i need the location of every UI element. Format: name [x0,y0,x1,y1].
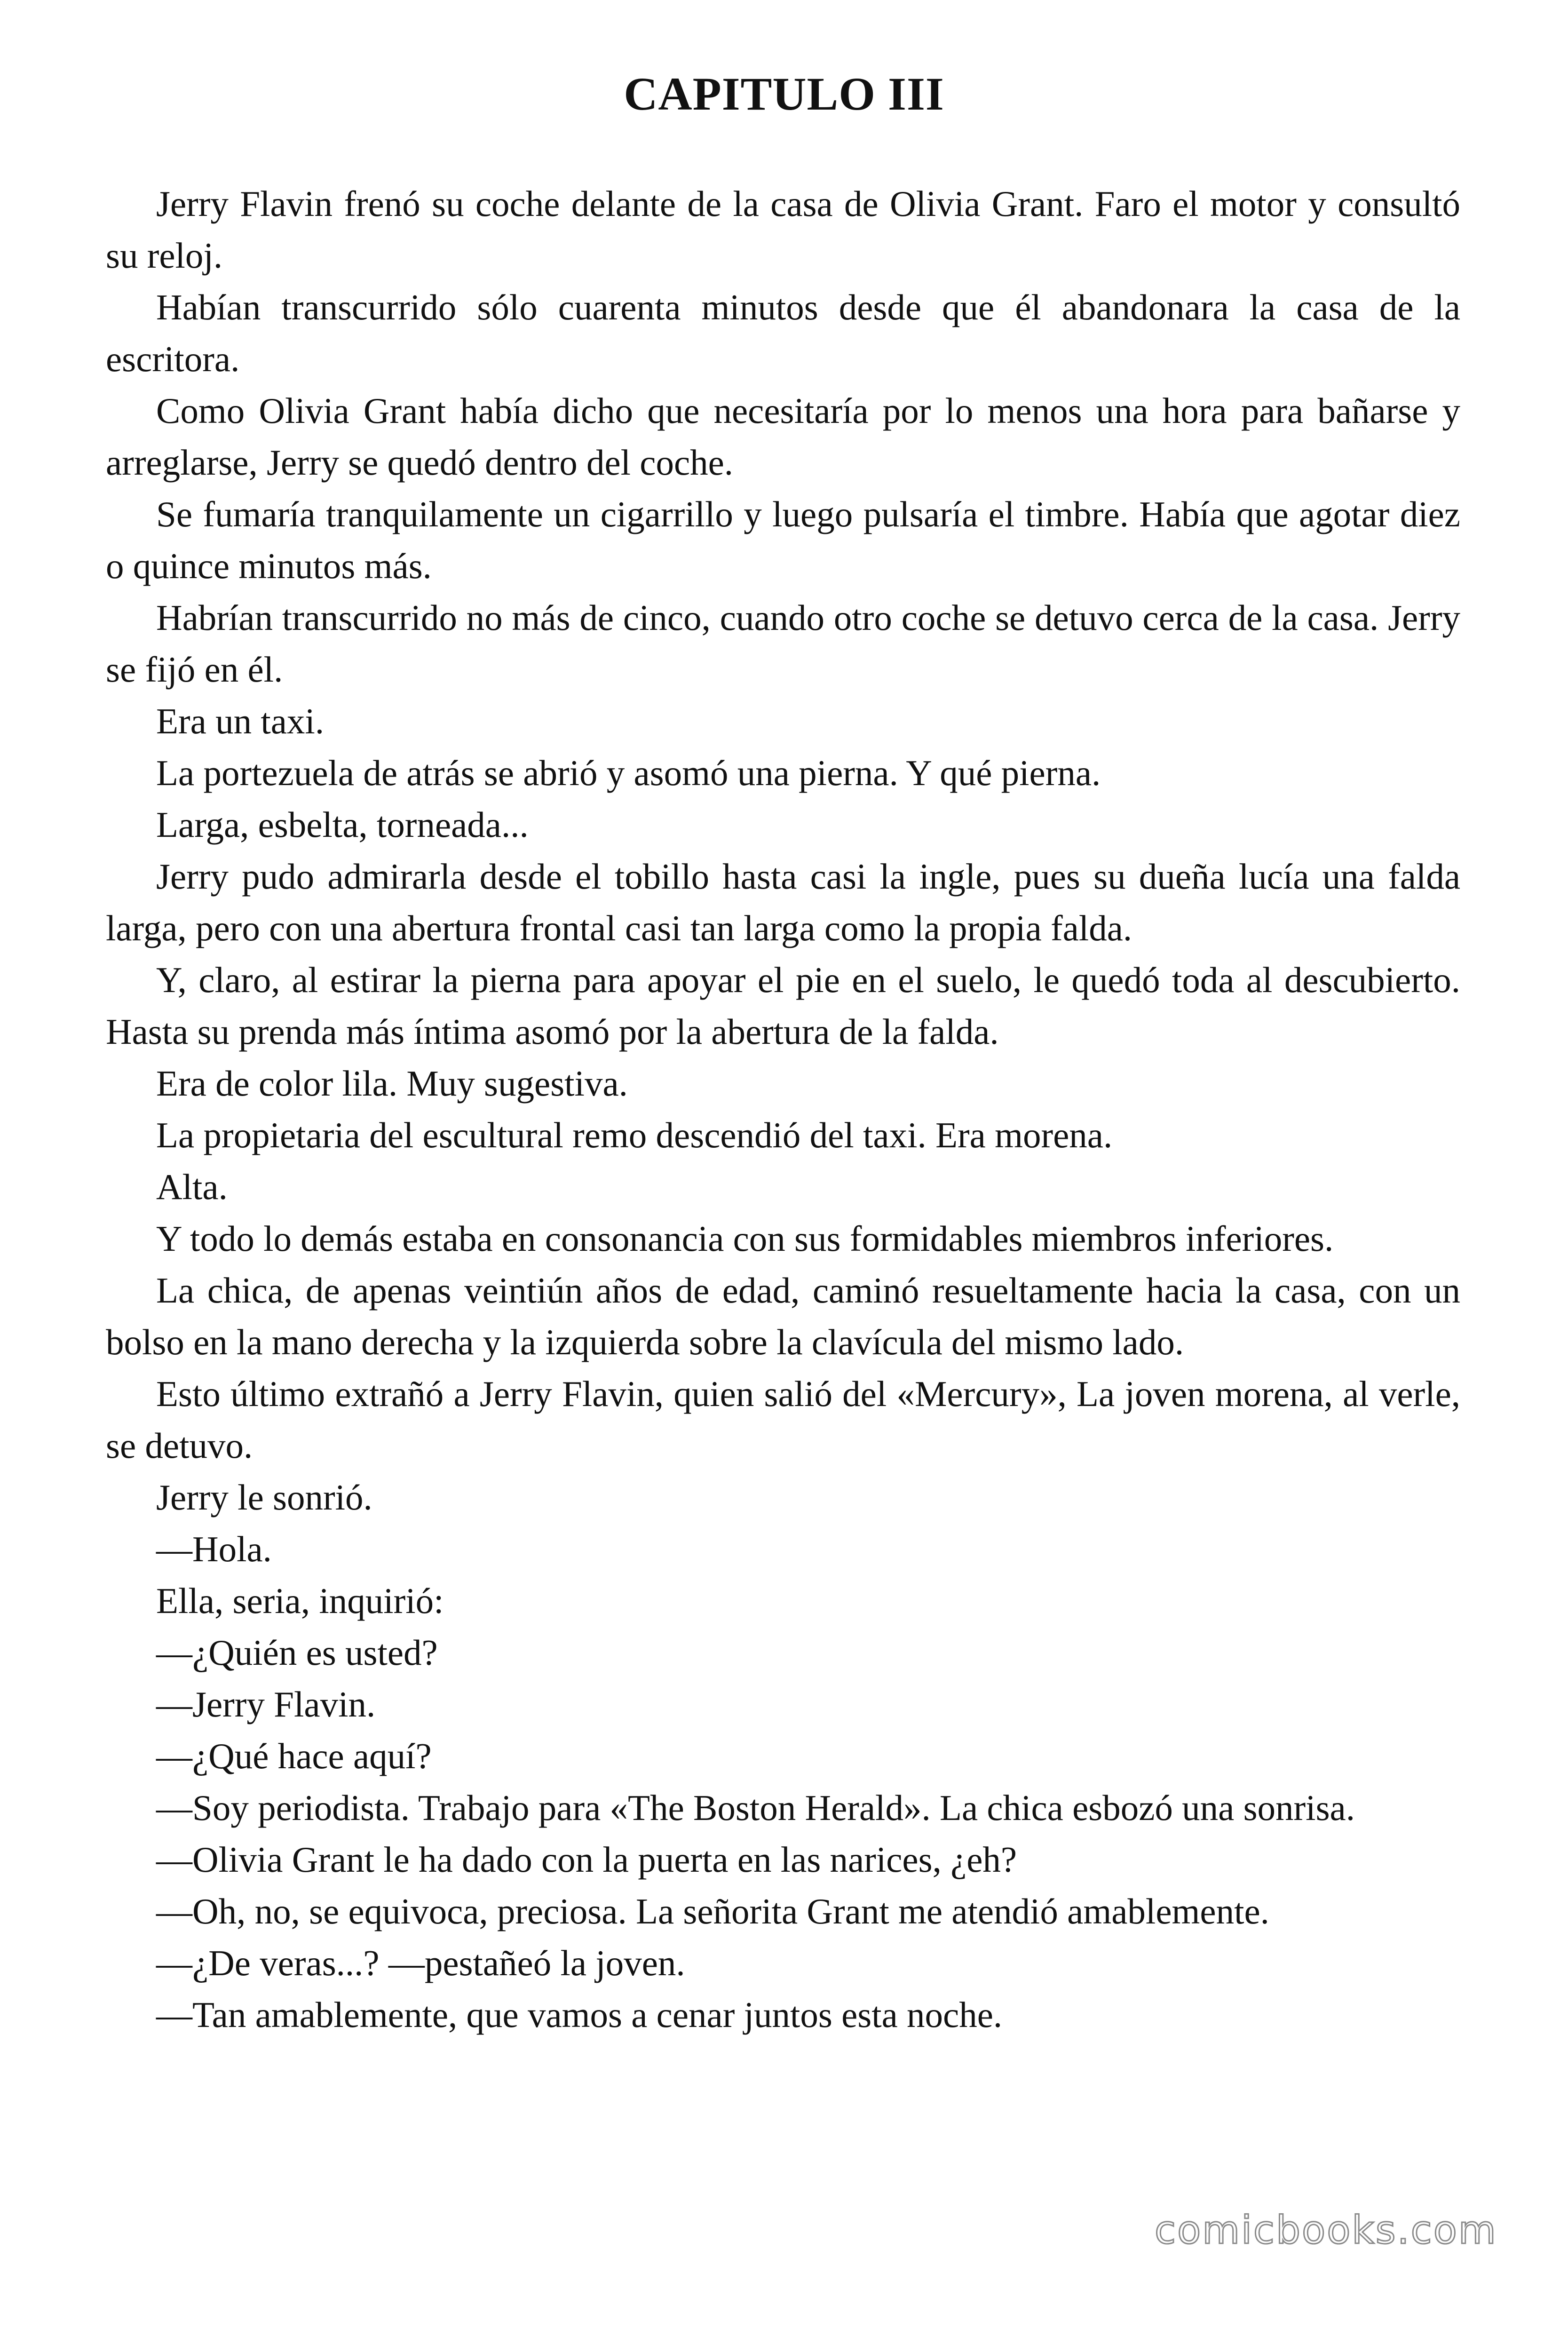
paragraph: —¿Qué hace aquí? [156,1736,432,1776]
chapter-body [106,178,1460,2041]
paragraph: —Olivia Grant le ha dado con la puerta en las narices, ¿eh? [156,1839,1017,1880]
paragraph: Era un taxi. [156,701,325,741]
paragraph: —¿Quién es usted? [156,1632,438,1673]
paragraph: Larga, esbelta, torneada... [156,804,529,845]
paragraph: Jerry pudo admirarla desde el tobillo hasta casi la ingle, pues su dueña lucía una falda larga, pero con una abertura frontal casi tan larga como la propia falda. [106,856,1460,948]
paragraph: Alta. [156,1167,228,1207]
paragraph: Esto último extrañó a Jerry Flavin, quien salió del «Mercury», La joven morena, al verle, se detuvo. [106,1374,1460,1466]
paragraph: Como Olivia Grant había dicho que necesitaría por lo menos una hora para bañarse y arreglarse, Jerry se quedó dentro del coche. [106,390,1460,483]
paragraph: La chica, de apenas veintiún años de edad, caminó resueltamente hacia la casa, con un bolso en la mano derecha y la izquierda sobre la clavícula del mismo lado. [106,1270,1460,1362]
paragraph: —Jerry Flavin. [156,1684,376,1724]
paragraph: Habrían transcurrido no más de cinco, cuando otro coche se detuvo cerca de la casa. Jerry se fijó en él. [106,597,1460,690]
paragraph: Habían transcurrido sólo cuarenta minutos desde que él abandonara la casa de la escritora. [106,287,1460,379]
paragraph: Y, claro, al estirar la pierna para apoyar el pie en el suelo, le quedó toda al descubierto. Hasta su prenda más íntima asomó por la abertura de la falda. [106,960,1460,1052]
paragraph: —Hola. [156,1529,272,1569]
paragraph: Ella, seria, inquirió: [156,1581,444,1621]
paragraph: Y todo lo demás estaba en consonancia con sus formidables miembros inferiores. [156,1218,1334,1259]
paragraph: La propietaria del escultural remo descendió del taxi. Era morena. [156,1115,1113,1155]
paragraph: Jerry le sonrió. [156,1477,372,1518]
paragraph: —Oh, no, se equivoca, preciosa. La señorita Grant me atendió amablemente. [156,1891,1269,1931]
paragraph: —¿De veras...? —pestañeó la joven. [156,1943,685,1983]
paragraph: Era de color lila. Muy sugestiva. [156,1063,628,1104]
paragraph: —Tan amablemente, que vamos a cenar juntos esta noche. [156,1994,1003,2035]
paragraph: Jerry Flavin frenó su coche delante de la casa de Olivia Grant. Faro el motor y consultó su reloj. [106,183,1460,276]
paragraph: Se fumaría tranquilamente un cigarrillo y luego pulsaría el timbre. Había que agotar diez o quince minutos más. [106,494,1460,586]
paragraph: La portezuela de atrás se abrió y asomó una pierna. Y qué pierna. [156,753,1101,793]
paragraph: —Soy periodista. Trabajo para «The Boston Herald». La chica esbozó una sonrisa. [156,1788,1355,1828]
watermark-text: comicbooks.com [1155,2208,1497,2253]
chapter-title: CAPITULO III [624,68,944,120]
